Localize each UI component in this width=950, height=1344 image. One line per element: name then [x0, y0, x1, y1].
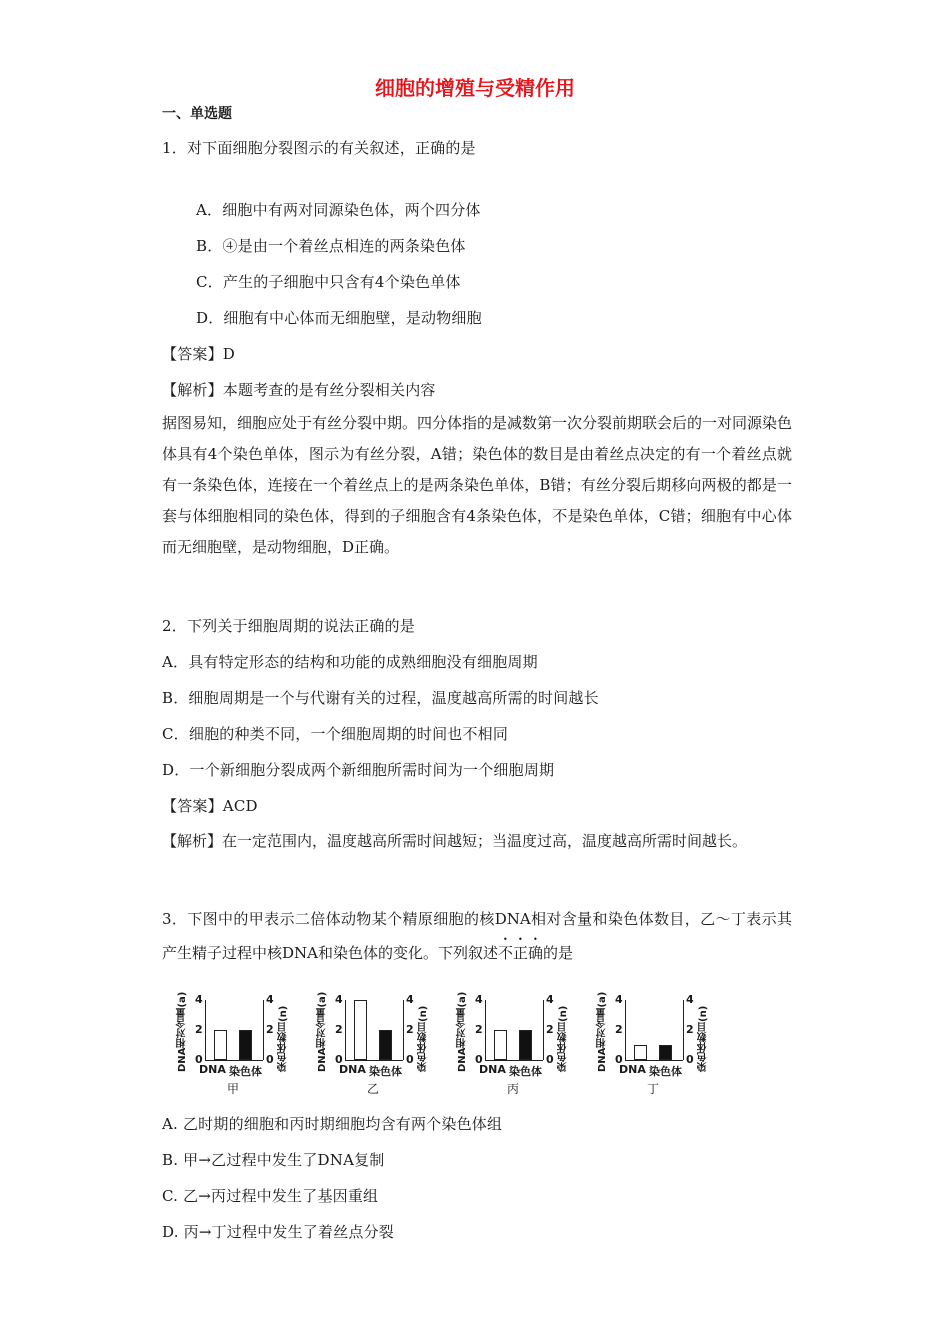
bar-chart-bing: [455, 990, 585, 1100]
q3-stem-text: 3．下图中的甲表示二倍体动物某个精原细胞的核DNA相对含量和染色体数目，乙～丁表示其产生精子过程中核DNA和染色体的变化。下列叙述: [162, 910, 792, 962]
y-axis-left: [625, 1000, 626, 1060]
x-tick-label: DNA: [619, 1063, 646, 1076]
x-tick-label: 染色体: [649, 1065, 682, 1078]
y-tick-label-left: 2: [475, 1023, 483, 1036]
y-tick-label-left: 4: [195, 993, 203, 1006]
bar-chart-yi: [315, 990, 445, 1100]
q1-option-c: C．产生的子细胞中只含有4个染色单体: [196, 273, 461, 291]
y-tick-label-right: 2: [686, 1023, 694, 1036]
q1-option-b: B．④是由一个着丝点相连的两条染色体: [196, 237, 466, 255]
y-axis-label-right: 染色体数目(n): [558, 1005, 569, 1072]
y-axis-label-left: DNA相对含量(a): [177, 991, 188, 1072]
q2-analysis: 【解析】在一定范围内，温度越高所需时间越短；当温度过高，温度越高所需时间越长。: [162, 832, 748, 850]
y-axis-label-left: DNA相对含量(a): [597, 991, 608, 1072]
y-tick-label-right: 4: [406, 993, 414, 1006]
x-tick-label: 染色体: [509, 1065, 542, 1078]
q2-option-c: C．细胞的种类不同，一个细胞周期的时间也不相同: [162, 725, 509, 743]
q1-analysis-head: 【解析】本题考查的是有丝分裂相关内容: [162, 381, 436, 399]
y-tick-label-right: 4: [266, 993, 274, 1006]
q3-option-d: D. 丙→丁过程中发生了着丝点分裂: [162, 1223, 394, 1241]
y-tick-label-right: 2: [406, 1023, 414, 1036]
q2-option-a: A．具有特定形态的结构和功能的成熟细胞没有细胞周期: [162, 653, 538, 671]
y-tick-label-right: 0: [686, 1053, 694, 1066]
q3-option-c: C. 乙→丙过程中发生了基因重组: [162, 1187, 379, 1205]
y-axis-left: [485, 1000, 486, 1060]
q2-option-d: D．一个新细胞分裂成两个新细胞所需时间为一个细胞周期: [162, 761, 555, 779]
x-axis: [205, 1060, 263, 1061]
y-axis-right: [262, 1000, 264, 1060]
q1-stem: 1．对下面细胞分裂图示的有关叙述，正确的是: [162, 139, 476, 157]
y-axis-left: [205, 1000, 206, 1060]
bar: [519, 1030, 532, 1060]
bar: [659, 1045, 672, 1060]
y-axis-label-right: 染色体数目(n): [418, 1005, 429, 1072]
page-title: 细胞的增殖与受精作用: [375, 76, 575, 100]
bar: [239, 1030, 252, 1060]
bar: [354, 1000, 367, 1060]
q3-stem: [162, 904, 792, 969]
x-tick-label: 染色体: [229, 1065, 262, 1078]
chart-caption: 乙: [367, 1082, 380, 1096]
q1-option-d: D．细胞有中心体而无细胞壁，是动物细胞: [196, 309, 482, 327]
y-tick-label-right: 0: [546, 1053, 554, 1066]
y-tick-label-left: 4: [615, 993, 623, 1006]
y-tick-label-left: 2: [335, 1023, 343, 1036]
y-axis-label-left: DNA相对含量(a): [457, 991, 468, 1072]
x-axis: [485, 1060, 543, 1061]
y-axis-right: [682, 1000, 684, 1060]
x-tick-label: 染色体: [369, 1065, 402, 1078]
bar: [494, 1030, 507, 1060]
y-tick-label-left: 2: [195, 1023, 203, 1036]
y-tick-label-left: 0: [335, 1053, 343, 1066]
y-axis-label-left: DNA相对含量(a): [317, 991, 328, 1072]
q2-stem: 2．下列关于细胞周期的说法正确的是: [162, 617, 415, 635]
x-axis: [345, 1060, 403, 1061]
y-tick-label-left: 0: [475, 1053, 483, 1066]
section-heading: 一、单选题: [162, 106, 232, 122]
q3-stem-end: 的是: [543, 944, 574, 962]
bar: [214, 1030, 227, 1060]
x-tick-label: DNA: [199, 1063, 226, 1076]
y-tick-label-right: 0: [266, 1053, 274, 1066]
q1-answer: 【答案】D: [162, 345, 236, 363]
chart-caption: 丙: [507, 1082, 520, 1096]
bar-chart-group: [175, 990, 735, 1100]
y-tick-label-left: 4: [475, 993, 483, 1006]
y-tick-label-left: 2: [615, 1023, 623, 1036]
bar-chart-jia: [175, 990, 305, 1100]
y-tick-label-left: 0: [195, 1053, 203, 1066]
y-tick-label-left: 0: [615, 1053, 623, 1066]
y-tick-label-right: 2: [546, 1023, 554, 1036]
q3-option-b: B. 甲→乙过程中发生了DNA复制: [162, 1151, 385, 1169]
x-tick-label: DNA: [339, 1063, 366, 1076]
chart-caption: 丁: [647, 1082, 660, 1096]
y-axis-right: [542, 1000, 544, 1060]
bar-chart-ding: [595, 990, 725, 1100]
y-tick-label-right: 4: [686, 993, 694, 1006]
y-axis-label-right: 染色体数目(n): [698, 1005, 709, 1072]
bar: [634, 1045, 647, 1060]
y-axis-label-right: 染色体数目(n): [278, 1005, 289, 1072]
q2-answer: 【答案】ACD: [162, 797, 258, 815]
q1-analysis-body: 据图易知，细胞应处于有丝分裂中期。四分体指的是减数第一次分裂前期联会后的一对同源染色体具有4个染色单体，图示为有丝分裂，A错；染色体的数目是由着丝点决定的有一个着丝点就有一条染色体，连接在一个着丝点上的是两条染色单体，B错；有丝分裂后期移向两极的都是一套与体细胞相同的染色体，得到的子细胞含有4条染色体，不是染色单体，C错；细胞有中心体而无细胞壁，是动物细胞，D正确。: [162, 414, 793, 556]
y-tick-label-right: 0: [406, 1053, 414, 1066]
y-axis-right: [402, 1000, 404, 1060]
q3-stem-emphasis: 不正确: [498, 944, 544, 962]
y-axis-left: [345, 1000, 346, 1060]
q2-option-b: B．细胞周期是一个与代谢有关的过程，温度越高所需的时间越长: [162, 689, 599, 707]
q1-option-a: A．细胞中有两对同源染色体，两个四分体: [196, 201, 481, 219]
x-tick-label: DNA: [479, 1063, 506, 1076]
y-tick-label-right: 2: [266, 1023, 274, 1036]
y-tick-label-left: 4: [335, 993, 343, 1006]
y-tick-label-right: 4: [546, 993, 554, 1006]
x-axis: [625, 1060, 683, 1061]
chart-caption: 甲: [227, 1082, 240, 1096]
bar: [379, 1030, 392, 1060]
q3-option-a: A. 乙时期的细胞和丙时期细胞均含有两个染色体组: [162, 1115, 503, 1133]
